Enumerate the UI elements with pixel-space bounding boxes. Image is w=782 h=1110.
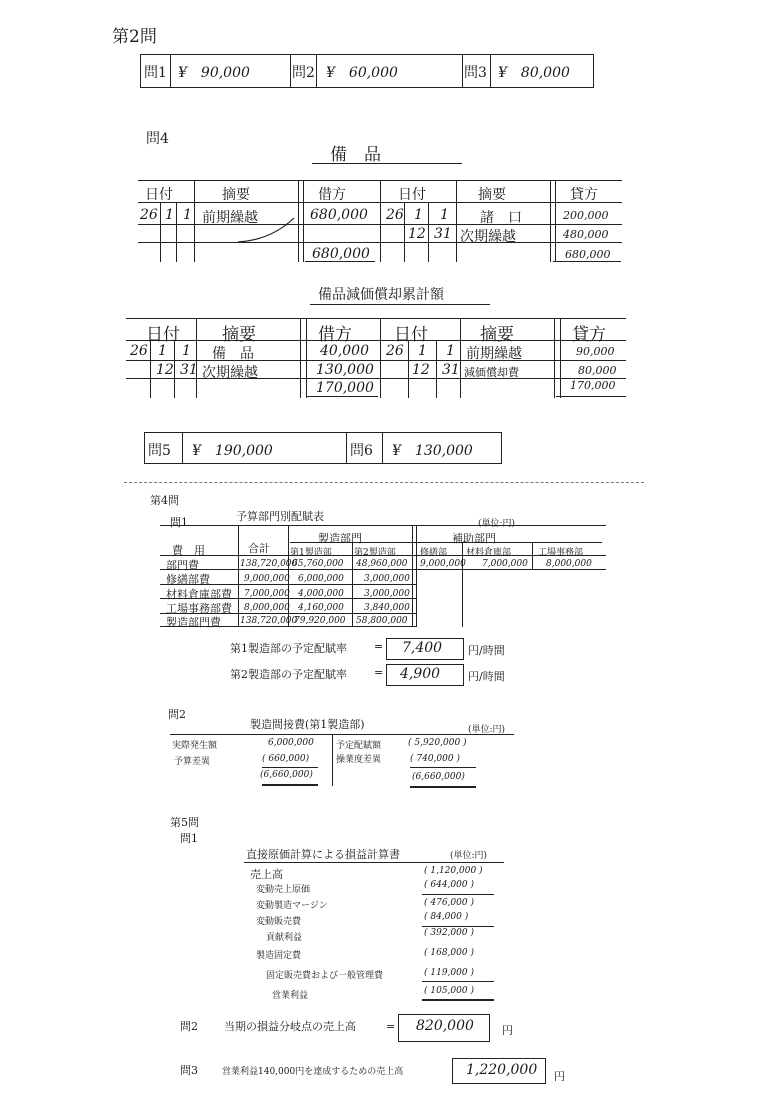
stmt-line4-label: 変動販売費 [256,917,302,927]
t-right2-label: 操業度差異 [336,755,382,765]
t-right1-label: 予定配賦額 [336,741,382,751]
ledger1-r1-day: 1 [183,207,192,223]
q4-table-title: 予算部門別配賦表 [236,510,324,523]
q4-r5-c2: 58,800,000 [356,616,408,626]
ledger2-r1-month2: 1 [418,343,427,359]
q2-2-label: 問2 [292,65,315,81]
rate1-unit: 円/時間 [468,644,505,657]
ledger2-r2-credit: 80,000 [578,364,617,377]
q4-heading: 第4問 [150,494,179,507]
q4-r3-total: 7,000,000 [244,589,290,599]
q4-r3-c2: 3,000,000 [364,589,410,599]
stmt-line5-label: 貢献利益 [266,933,303,943]
q5-2-label: 問2 [180,1020,198,1033]
q4-col-cost: 費 用 [172,544,205,557]
stmt-line2-value: ( 644,000 ) [424,880,474,890]
stmt-line2-label: 変動売上原価 [256,885,311,895]
ledger1-r1-credit: 200,000 [563,209,609,222]
q2-4-label: 問4 [146,131,169,147]
ledger2-total-credit: 170,000 [570,379,616,392]
q4-col-warehouse: 材料倉庫部 [466,548,512,558]
q2-6-label: 問6 [350,443,373,459]
ledger2-r2-desc: 次期繰越 [202,365,258,381]
ledger2-title: 備品減価償却累計額 [318,287,444,303]
stmt-line4-value: ( 84,000 ) [424,912,469,922]
q4-col-repair: 修繕部 [420,548,448,558]
ledger2-h-debit: 借方 [318,325,352,345]
stmt-line6-value: ( 168,000 ) [424,948,474,958]
q4-r2-total: 9,000,000 [244,574,290,584]
q5-2-text: 当期の損益分岐点の売上高 [224,1020,356,1033]
ledger2-r1-day: 1 [182,343,191,359]
ledger1-h-desc: 摘要 [222,187,250,203]
stmt-line8-value: ( 105,000 ) [424,986,474,996]
q4-group-aux: 補助部門 [452,532,496,545]
ledger2-r2-month2: 12 [412,362,430,378]
ledger1-r2-desc2: 次期繰越 [460,229,516,245]
ledger1-r1-desc2: 諸 口 [480,210,522,226]
q5-3-answer: 1,220,000 [466,1062,538,1078]
q4-r2-name: 修繕部費 [166,573,210,586]
ledger2-r1-desc2: 前期繰越 [466,346,522,362]
q4-r4-c1: 4,160,000 [298,603,344,613]
q4-r3-c1: 4,000,000 [298,589,344,599]
ledger2-r1-debit: 40,000 [320,343,369,359]
q5-3-text: 営業利益140,000円を達成するための売上高 [222,1067,404,1077]
ledger2-r1-day2: 1 [446,343,455,359]
ledger1-title: 備 品 [330,145,381,165]
q2-1-label: 問1 [144,65,167,81]
stmt-line1-label: 売上高 [250,868,283,881]
q5-heading: 第5問 [170,816,199,829]
ledger2-r1-year2: 26 [386,343,404,359]
stmt-line7-label: 固定販売費および一般管理費 [266,971,384,981]
ledger1-r1-month2: 1 [414,207,423,223]
t-left-total: (6,660,000) [260,770,313,780]
ledger2-h-desc: 摘要 [222,325,256,345]
q4-r1-c5: 8,000,000 [546,559,592,569]
ledger2-r1-credit: 90,000 [576,345,615,358]
ledger1-r1-desc: 前期繰越 [202,210,258,226]
rate2-value: 4,900 [400,666,441,682]
ledger1-r2-credit: 480,000 [563,228,609,241]
q2-5-answer: ¥ 190,000 [192,443,273,459]
t-left1-value: 6,000,000 [268,738,314,748]
t-left2-label: 予算差異 [174,757,211,767]
t-right2-value: ( 740,000 ) [410,754,460,764]
q4-r4-name: 工場事務部費 [166,602,232,615]
q4-col-mfg2: 第2製造部 [354,548,396,558]
ledger2-r1-year: 26 [130,343,148,359]
ledger1-r1-debit: 680,000 [310,207,368,223]
ledger2-h-date: 日付 [146,325,180,345]
q5-3-label: 問3 [180,1064,198,1077]
stmt-title: 直接原価計算による損益計算書 [246,848,400,861]
ledger1-h-desc2: 摘要 [478,187,506,203]
ledger2-h-desc2: 摘要 [480,325,514,345]
q4-1-label: 問1 [170,516,188,529]
rate2-label: 第2製造部の予定配賦率 [230,668,347,681]
q4-r4-total: 8,000,000 [244,603,290,613]
q4-r2-c2: 3,000,000 [364,574,410,584]
ledger2-r2-month: 12 [156,362,174,378]
q4-r1-name: 部門費 [166,559,199,572]
stmt-line1-value: ( 1,120,000 ) [424,866,483,876]
ledger1-total-credit: 680,000 [565,248,611,261]
t-right1-value: ( 5,920,000 ) [408,738,467,748]
ledger2-r2-desc2: 減価償却費 [464,366,519,379]
ledger1-h-debit: 借方 [318,187,346,203]
t-title: 製造間接費(第1製造部) [250,718,365,731]
ledger1-h-date: 日付 [145,187,173,203]
q4-r3-name: 材料倉庫部費 [166,588,232,601]
q2-3-label: 問3 [464,65,487,81]
q2-2-answer: ¥ 60,000 [326,65,398,81]
ledger2-r1-desc: 備 品 [212,346,254,362]
rate1-value: 7,400 [402,640,443,656]
section-divider [124,482,644,483]
ledger1-r2-month2: 12 [408,226,426,242]
q5-2-answer: 820,000 [416,1018,474,1034]
cancel-stroke-icon [236,212,296,246]
q2-3-answer: ¥ 80,000 [498,65,570,81]
ledger1-r1-month: 1 [165,207,174,223]
q4-r1-c3: 9,000,000 [420,559,466,569]
q4-r5-c1: 79,920,000 [294,616,346,626]
stmt-line3-label: 変動製造マージン [256,901,328,911]
ledger2-r2-day: 31 [180,362,198,378]
t-right-total: (6,660,000) [412,772,465,782]
rate2-unit: 円/時間 [468,670,505,683]
q4-r4-c2: 3,840,000 [364,603,410,613]
stmt-unit: (単位:円) [450,851,488,861]
stmt-line7-value: ( 119,000 ) [424,968,474,978]
q4-r1-c4: 7,000,000 [482,559,528,569]
q4-r2-c1: 6,000,000 [298,574,344,584]
ledger2-h-credit: 貸方 [572,325,606,345]
q4-col-mfg1: 第1製造部 [290,548,332,558]
rate1-label: 第1製造部の予定配賦率 [230,642,347,655]
ledger1-h-credit: 貸方 [570,187,598,203]
q4-col-office: 工場事務部 [538,548,584,558]
q5-3-unit: 円 [554,1070,565,1083]
ledger2-r1-month: 1 [158,343,167,359]
t-left2-value: ( 660,000) [262,754,310,764]
q4-r1-c2: 48,960,000 [356,559,408,569]
ledger1-r1-day2: 1 [440,207,449,223]
ledger1-r1-year2: 26 [386,207,404,223]
q2-5-label: 問5 [148,443,171,459]
q4-col-total: 合計 [248,542,270,555]
q4-r1-c1: 65,760,000 [292,559,344,569]
q4-2-label: 問2 [168,708,186,721]
q4-r5-total: 138,720,000 [240,616,298,626]
ledger1-r1-year: 26 [140,207,158,223]
q4-group-mfg: 製造部門 [318,532,362,545]
q4-table-unit: (単位:円) [478,519,516,529]
stmt-line5-value: ( 392,000 ) [424,928,474,938]
ledger1-h-date2: 日付 [398,187,426,203]
ledger2-h-date2: 日付 [394,325,428,345]
stmt-line8-label: 営業利益 [272,991,309,1001]
q2-heading: 第2問 [112,27,157,47]
ledger2-total-debit: 170,000 [316,380,374,396]
t-unit: (単位:円) [468,725,506,735]
ledger1-total-debit: 680,000 [312,246,370,262]
ledger2-r2-day2: 31 [442,362,460,378]
q4-r5-name: 製造部門費 [166,616,221,629]
stmt-line6-label: 製造固定費 [256,951,302,961]
t-left1-label: 実際発生額 [172,741,218,751]
q5-2-unit: 円 [502,1024,513,1037]
ledger2-r2-debit: 130,000 [316,362,374,378]
q4-r1-total: 138,720,000 [240,559,298,569]
stmt-line3-value: ( 476,000 ) [424,898,474,908]
q2-1-answer: ¥ 90,000 [178,65,250,81]
q5-1-label: 問1 [180,832,198,845]
q2-6-answer: ¥ 130,000 [392,443,473,459]
ledger1-r2-day2: 31 [434,226,452,242]
